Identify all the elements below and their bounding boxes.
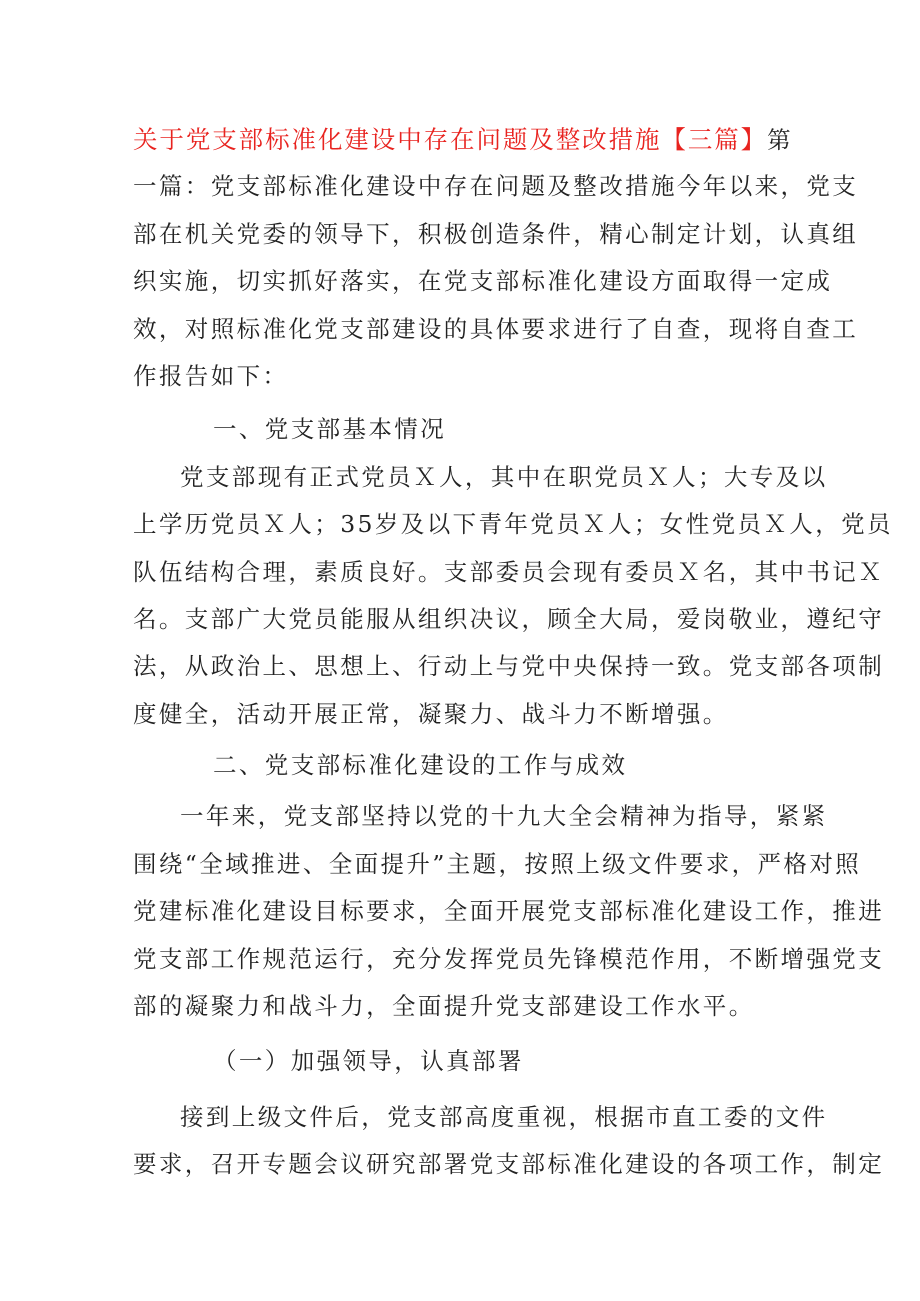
paragraph-line: 度健全，活动开展正常，凝聚力、战斗力不断增强。 [133,699,729,728]
paragraph-line: 党建标准化建设目标要求，全面开展党支部标准化建设工作，推进 [133,897,885,926]
title-line [133,116,793,163]
intro-line: 作报告如下： [133,361,289,390]
paragraph-line: 党支部现有正式党员Ｘ人，其中在职党员Ｘ人；大专及以 [180,462,828,491]
title-tail: 第 [767,126,793,154]
intro-line: 一篇：党支部标准化建设中存在问题及整改措施今年以来，党支 [133,172,859,201]
intro-line: 效，对照标准化党支部建设的具体要求进行了自查，现将自查工 [133,314,859,343]
paragraph-line: 接到上级文件后，党支部高度重视，根据市直工委的文件 [180,1102,828,1131]
intro-line: 部在机关党委的领导下，积极创造条件，精心制定计划，认真组 [133,219,859,248]
document-title: 关于党支部标准化建设中存在问题及整改措施【三篇】 [133,125,768,154]
section-heading: 一、党支部基本情况 [213,415,447,444]
paragraph-line: 法，从政治上、思想上、行动上与党中央保持一致。党支部各项制 [133,652,885,681]
paragraph-line: 名。支部广大党员能服从组织决议，顾全大局，爱岗敬业，遵纪守 [133,604,885,633]
paragraph-line: 队伍结构合理，素质良好。支部委员会现有委员Ｘ名，其中书记Ｘ [133,557,885,586]
document-body [133,116,893,1189]
paragraph-line: 围绕“全域推进、全面提升”主题，按照上级文件要求，严格对照 [133,849,862,878]
intro-line: 织实施，切实抓好落实，在党支部标准化建设方面取得一定成 [133,267,833,296]
paragraph-line: 上学历党员Ｘ人；35岁及以下青年党员Ｘ人；女性党员Ｘ人，党员 [133,510,893,539]
section-heading: 二、党支部标准化建设的工作与成效 [213,751,628,780]
paragraph-line: 党支部工作规范运行，充分发挥党员先锋模范作用，不断增强党支 [133,944,885,973]
paragraph-line: 要求，召开专题会议研究部署党支部标准化建设的各项工作，制定 [133,1150,885,1179]
subsection-heading: （一）加强领导，认真部署 [213,1047,524,1076]
paragraph-line: 一年来，党支部坚持以党的十九大全会精神为指导，紧紧 [180,802,828,831]
paragraph-line: 部的凝聚力和战斗力，全面提升党支部建设工作水平。 [133,992,755,1021]
